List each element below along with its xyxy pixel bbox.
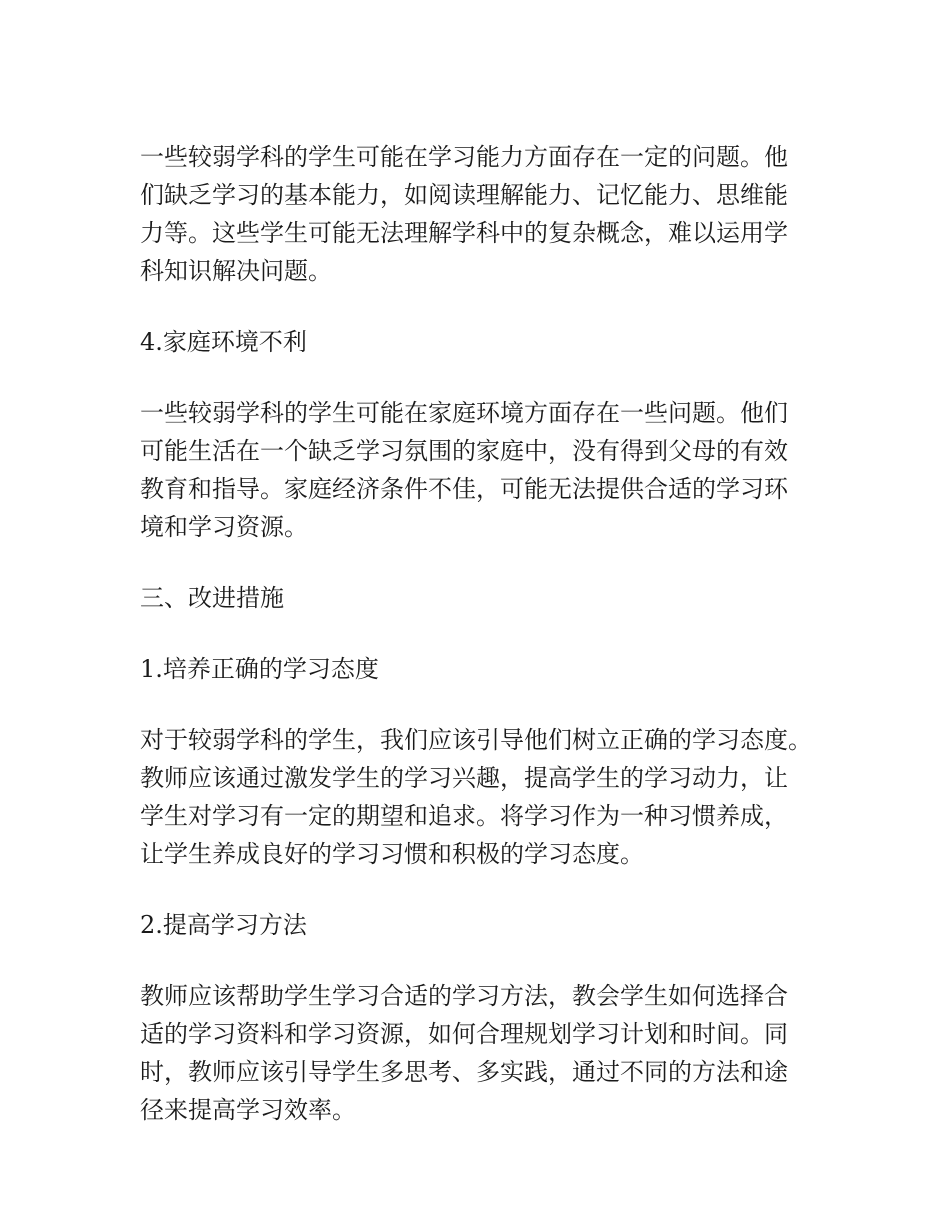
heading-learning-attitude: 1.培养正确的学习态度 <box>140 655 379 683</box>
paragraph-learning-ability: 一些较弱学科的学生可能在学习能力方面存在一定的问题。他 们缺乏学习的基本能力，如阅读理解能力、记忆能力、思维能 力等。这些学生可能无法理解学科中的复杂概念，难以运用学 科知识解决问题。 <box>140 143 788 285</box>
heading-improvement-measures: 三、改进措施 <box>140 584 284 612</box>
paragraph-learning-attitude: 对于较弱学科的学生，我们应该引导他们树立正确的学习态度。 教师应该通过激发学生的学习兴趣，提高学生的学习动力，让 学生对学习有一定的期望和追求。将学习作为一种习惯养成， 让学生养成良好的学习习惯和积极的学习态度。 <box>140 726 812 868</box>
heading-learning-methods: 2.提高学习方法 <box>140 911 307 939</box>
heading-family-environment: 4.家庭环境不利 <box>140 328 307 356</box>
document-body <box>140 138 830 1162</box>
paragraph-learning-methods: 教师应该帮助学生学习合适的学习方法，教会学生如何选择合 适的学习资料和学习资源，如何合理规划学习计划和时间。同 时，教师应该引导学生多思考、多实践，通过不同的方法和途 径来提高学习效率。 <box>140 982 788 1124</box>
paragraph-family-environment: 一些较弱学科的学生可能在家庭环境方面存在一些问题。他们 可能生活在一个缺乏学习氛围的家庭中，没有得到父母的有效 教育和指导。家庭经济条件不佳，可能无法提供合适的学习环 境和学习资源。 <box>140 399 788 541</box>
